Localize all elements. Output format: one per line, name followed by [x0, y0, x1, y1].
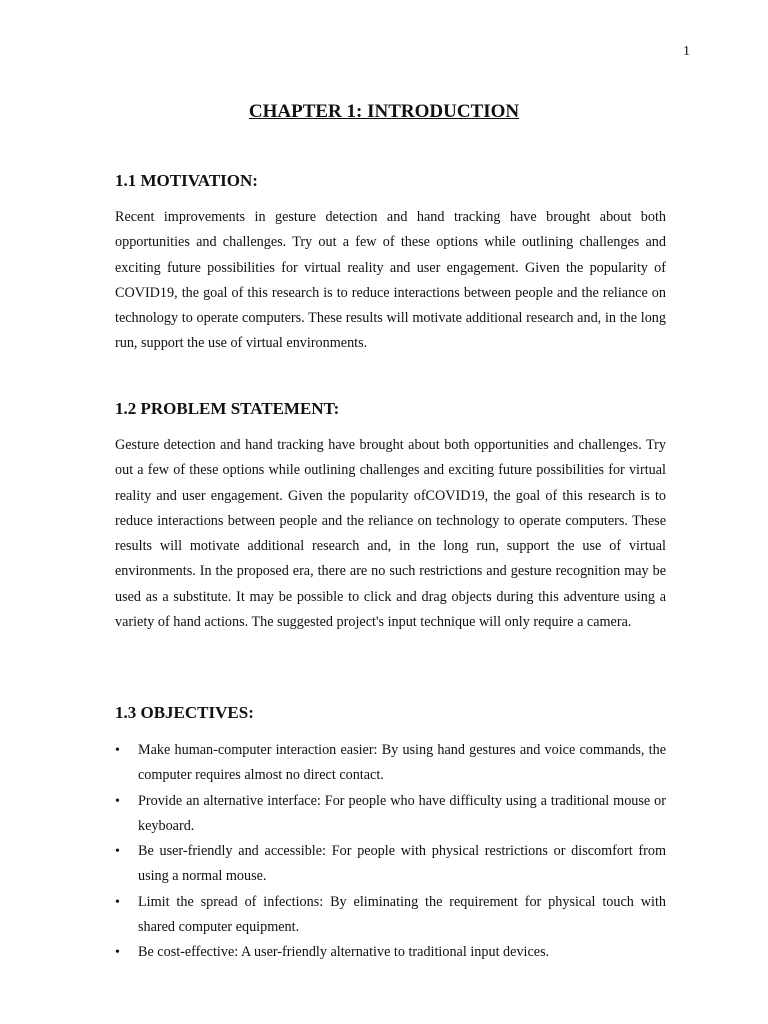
objective-item: [115, 738, 666, 789]
problem-statement-heading: 1.2 PROBLEM STATEMENT:: [115, 399, 340, 418]
objective-text: Be cost-effective: A user-friendly alternative to traditional input devices.: [138, 944, 550, 961]
objectives-list: [115, 738, 666, 966]
objective-item: [115, 789, 666, 840]
bullet-icon: •: [115, 894, 120, 910]
objective-item: [115, 890, 666, 941]
objective-text: Be user-friendly and accessible: For people with physical restrictions or discomfort from using a normal mouse.: [138, 843, 666, 885]
objective-text: Provide an alternative interface: For people who have difficulty using a traditional mouse or keyboard.: [138, 792, 666, 834]
objective-item: [115, 839, 666, 890]
bullet-icon: •: [115, 793, 120, 809]
motivation-heading: 1.1 MOTIVATION:: [115, 171, 258, 190]
chapter-title: CHAPTER 1: INTRODUCTION: [248, 101, 520, 122]
bullet-icon: •: [115, 945, 120, 961]
objective-text: Make human-computer interaction easier: By using hand gestures and voice commands, the computer requires almost no direct contact.: [138, 742, 666, 784]
page-number: 1: [683, 44, 690, 59]
problem-statement-paragraph: Gesture detection and hand tracking have brought about both opportunities and challenges. Try out a few of these options while outlining challenges and exciting future possibilities for virtual reality and user engagement. Given the popularity ofCOVID19, the goal of this research is to reduce interactions between people and the reliance on technology to operate computers. These results will motivate additional research and, in the long run, support the use of virtual environments. In the proposed era, there are no such restrictions and gesture recognition may be used as a substitute. It may be possible to click and drag objects during this adventure using a variety of hand actions. The suggested project's input technique will only require a camera.: [115, 437, 666, 631]
objective-text: Limit the spread of infections: By eliminating the requirement for physical touch with shared computer equipment.: [138, 893, 666, 936]
objective-item: [115, 940, 666, 965]
objectives-heading: 1.3 OBJECTIVES:: [115, 703, 254, 722]
motivation-paragraph: Recent improvements in gesture detection and hand tracking have brought about both opportunities and challenges. Try out a few of these options while outlining challenges and exciting future possibilities for virtual reality and user engagement. Given the popularity of COVID19, the goal of this research is to reduce interactions between people and the reliance on technology to operate computers. These results will motivate additional research and, in the long run, support the use of virtual environments.: [115, 209, 666, 352]
bullet-icon: •: [115, 844, 120, 860]
bullet-icon: •: [115, 743, 120, 758]
